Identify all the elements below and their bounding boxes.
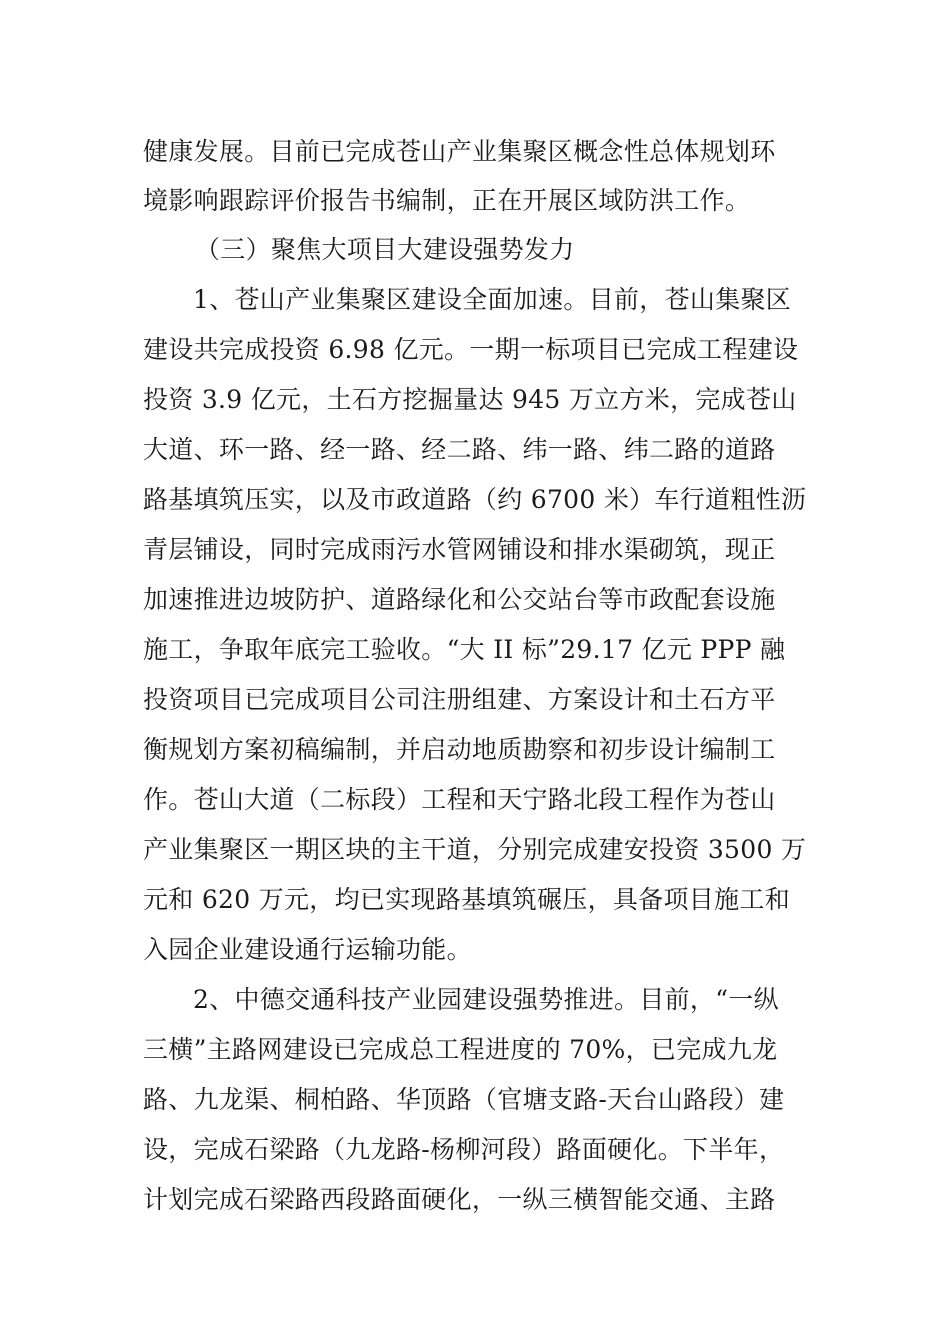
text-line: 衡规划方案初稿编制，并启动地质勘察和初步设计编制工 [143, 735, 776, 764]
text-line: 1、苍山产业集聚区建设全面加速。目前，苍山集聚区 [193, 285, 792, 314]
text-line: 建设共完成投资 6.98 亿元。一期一标项目已完成工程建设 [143, 335, 799, 364]
text-line: 产业集聚区一期区块的主干道，分别完成建安投资 3500 万 [143, 835, 807, 864]
text-line: 作。苍山大道（二标段）工程和天宁路北段工程作为苍山 [143, 785, 776, 814]
text-line: 加速推进边坡防护、道路绿化和公交站台等市政配套设施 [143, 585, 776, 614]
text-line: 投资 3.9 亿元，土石方挖掘量达 945 万立方米，完成苍山 [143, 385, 797, 414]
text-line: 路、九龙渠、桐柏路、华顶路（官塘支路-天台山路段）建 [143, 1085, 785, 1114]
text-line: 投资项目已完成项目公司注册组建、方案设计和土石方平 [143, 685, 776, 714]
text-line: 大道、环一路、经一路、经二路、纬一路、纬二路的道路 [143, 435, 776, 464]
text-line: 三横”主路网建设已完成总工程进度的 70%，已完成九龙 [143, 1035, 778, 1064]
text-line: 元和 620 万元，均已实现路基填筑碾压，具备项目施工和 [143, 885, 791, 914]
text-line: 境影响跟踪评价报告书编制，正在开展区域防洪工作。 [143, 186, 751, 215]
section-heading: （三）聚焦大项目大建设强势发力 [195, 235, 575, 264]
text-line: 2、中德交通科技产业园建设强势推进。目前，“一纵 [193, 985, 779, 1014]
text-line: 设，完成石梁路（九龙路-杨柳河段）路面硬化。下半年， [143, 1135, 785, 1164]
text-line: 路基填筑压实，以及市政道路（约 6700 米）车行道粗性沥 [143, 485, 807, 514]
text-line: 施工，争取年底完工验收。“大 II 标”29.17 亿元 PPP 融 [143, 635, 786, 664]
text-line: 青层铺设，同时完成雨污水管网铺设和排水渠砌筑，现正 [143, 535, 776, 564]
text-line: 计划完成石梁路西段路面硬化，一纵三横智能交通、主路 [143, 1185, 776, 1214]
text-line: 入园企业建设通行运输功能。 [143, 935, 472, 964]
text-line: 健康发展。目前已完成苍山产业集聚区概念性总体规划环 [143, 137, 776, 166]
